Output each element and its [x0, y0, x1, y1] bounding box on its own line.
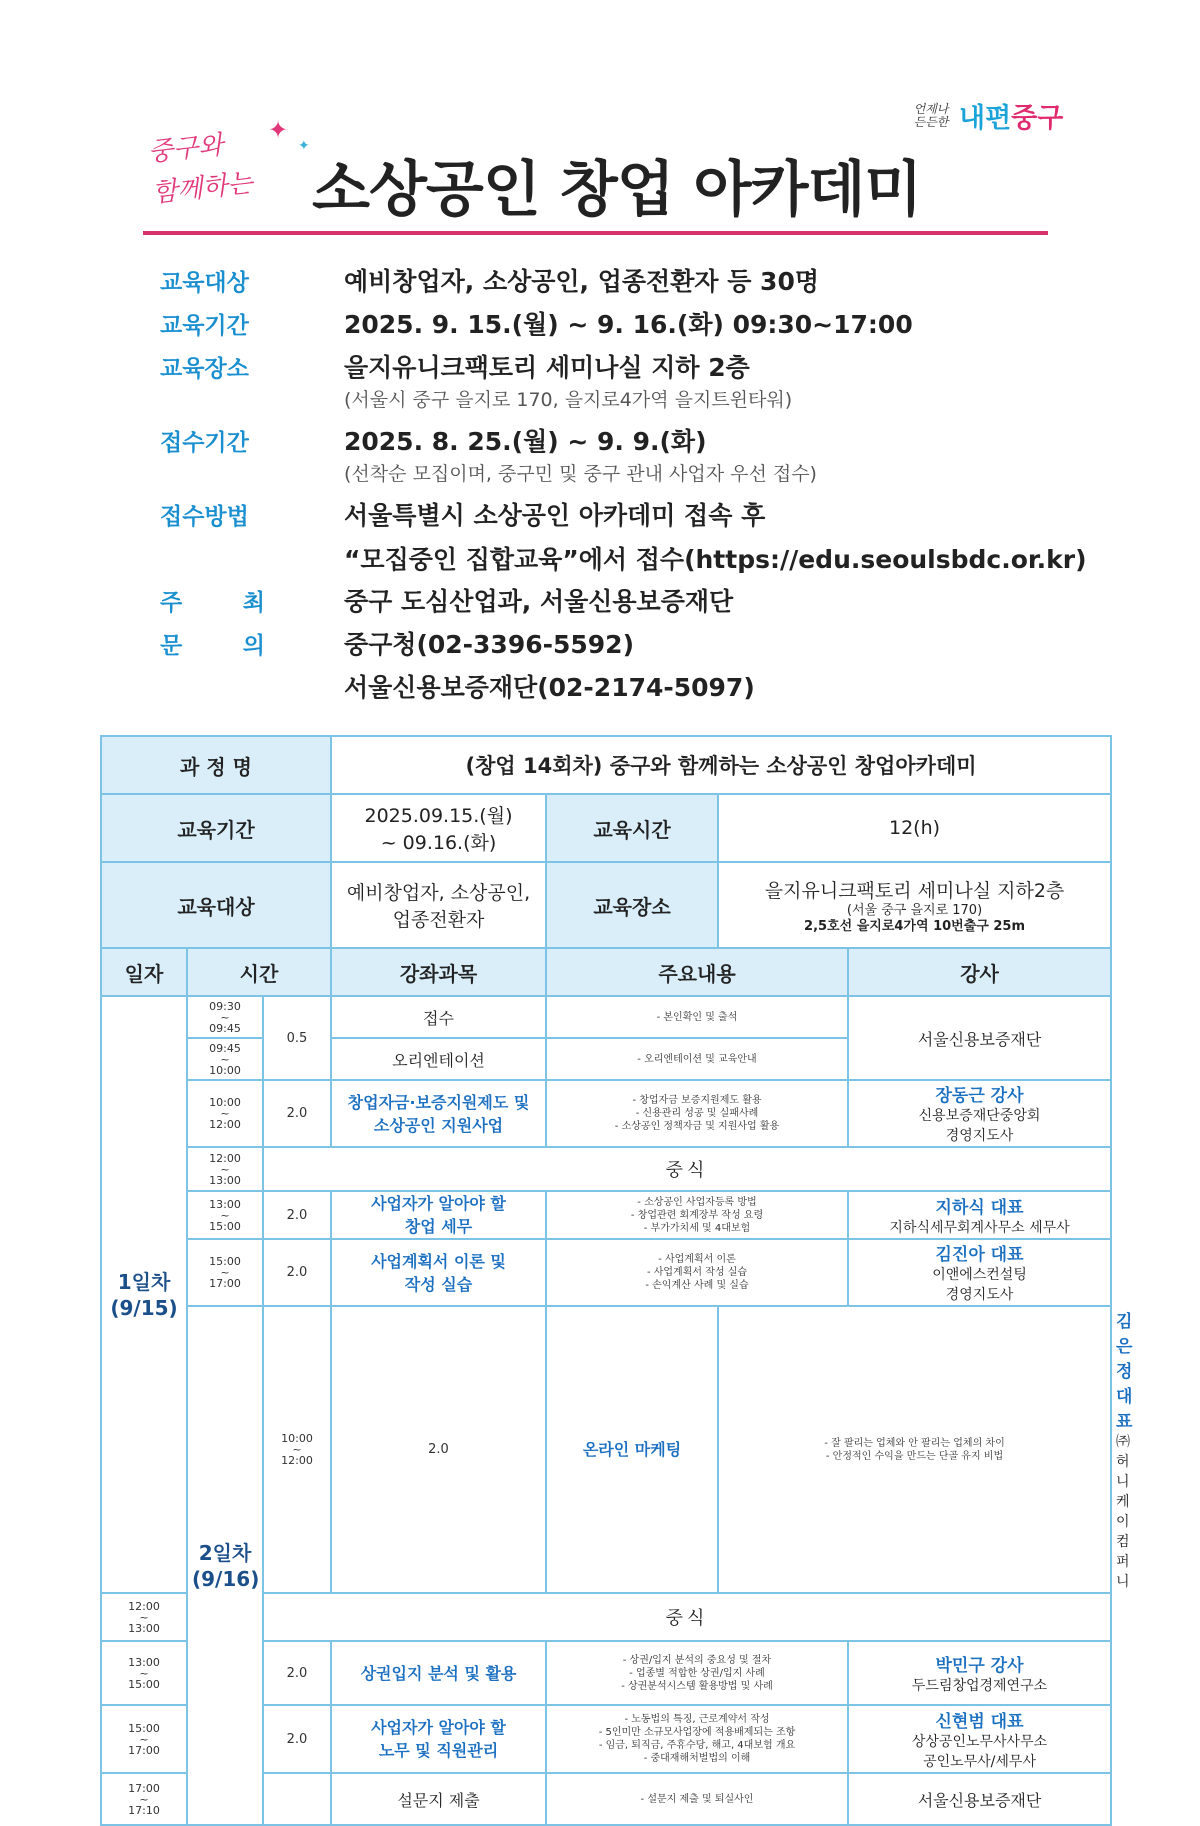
time-end: 13:00 [209, 1173, 241, 1187]
instructor-name: 김진아 대표 [935, 1245, 1024, 1265]
day1-label: 1일차 [117, 1269, 171, 1294]
period-value: 2025. 9. 15.(월) ~ 9. 16.(화) 09:30~17:00 [344, 310, 913, 339]
inquiry-label-b: 의 [242, 633, 265, 659]
apply-period-value: 2025. 8. 25.(월) ~ 9. 9.(화) [344, 427, 707, 456]
time-cell [187, 1191, 263, 1239]
content-cell [546, 1080, 848, 1147]
apply-period-note: (선착순 모집이며, 중구민 및 중구 관내 사업자 우선 접수) [344, 463, 817, 485]
time-tilde: ~ [220, 1010, 230, 1024]
content-line: - 노동법의 특징, 근로계약서 작성 [624, 1714, 770, 1725]
content-cell: - 설문지 제출 및 퇴실사인 [546, 1773, 848, 1825]
instructor-cell [848, 1080, 1111, 1147]
target-row [101, 862, 1111, 948]
lunch-cell: 중식 [263, 1147, 1111, 1191]
instructor-cell [848, 1191, 1111, 1239]
table-target-label: 교육대상 [101, 862, 331, 948]
time-start: 10:00 [281, 1432, 313, 1445]
course-row [101, 736, 1111, 794]
time-tilde: ~ [139, 1792, 149, 1806]
col-instructor: 강사 [848, 948, 1111, 996]
course-cell [331, 1080, 546, 1147]
day2-label: 2일차 [198, 1540, 252, 1565]
time-cell [187, 996, 263, 1038]
course-cell [331, 1191, 546, 1239]
hours-cell: 0.5 [263, 996, 331, 1080]
table-place-line2: (서울 중구 을지로 170) [846, 902, 983, 918]
time-start: 09:30 [209, 999, 241, 1013]
host-label [160, 584, 265, 617]
time-end: 10:00 [209, 1063, 241, 1077]
table-place-line1: 을지유니크팩토리 세미나실 지하2층 [764, 879, 1065, 902]
table-period-label: 교육기간 [101, 794, 331, 862]
col-day: 일자 [101, 948, 187, 996]
instructor-cell [848, 1705, 1111, 1773]
sparkle-small-icon: ✦ [298, 138, 310, 154]
course-line2: 노무 및 직원관리 [378, 1741, 499, 1760]
time-start: 15:00 [209, 1255, 241, 1268]
day2-date: (9/16) [192, 1566, 260, 1591]
content-line: - 소상공인 정책자금 및 지원사업 활용 [614, 1121, 780, 1132]
course-cell: 상권입지 분석 및 활용 [331, 1641, 546, 1705]
time-start: 09:45 [209, 1041, 241, 1055]
table-period-end: ~ 09.16.(화) [380, 832, 497, 854]
instructor-cell: 서울신용보증재단 [848, 1773, 1111, 1825]
period-row [101, 794, 1111, 862]
time-cell [187, 1080, 263, 1147]
host-label-a: 주 [160, 590, 183, 616]
header-row [101, 948, 1111, 996]
day1-cell [101, 996, 187, 1593]
inquiry-value-line1: 중구청(02-3396-5592) [344, 630, 635, 659]
hours-value: 12(h) [718, 794, 1111, 862]
course-value: (창업 14회차) 중구와 함께하는 소상공인 창업아카데미 [331, 736, 1111, 794]
content-cell: - 본인확인 및 출석 [546, 996, 848, 1038]
course-line1: 사업자가 알아야 할 [371, 1194, 506, 1213]
course-cell: 접수 [331, 996, 546, 1038]
time-end: 15:00 [209, 1219, 241, 1233]
content-line: - 상권/입지 분석의 중요성 및 절차 [622, 1654, 772, 1666]
content-line: - 창업관련 회계장부 작성 요령 [630, 1209, 764, 1221]
table-row [101, 1080, 1111, 1147]
time-end: 09:45 [209, 1021, 241, 1035]
sub-title-line1: 중구와 [146, 130, 225, 168]
content-line: - 임금, 퇴직금, 주휴수당, 해고, 4대보험 개요 [598, 1740, 796, 1751]
schedule-table [100, 735, 1133, 1826]
time-start: 13:00 [209, 1197, 241, 1211]
course-line1: 사업자가 알아야 할 [371, 1718, 506, 1737]
inquiry-value-line2: 서울신용보증재단(02-2174-5097) [344, 673, 755, 702]
place-note: (서울시 중구 을지로 170, 을지로4가역 을지트윈타워) [344, 389, 793, 411]
hours-cell: 2.0 [263, 1705, 331, 1773]
time-end: 12:00 [281, 1454, 313, 1467]
host-label-b: 최 [242, 590, 265, 616]
col-content: 주요내용 [546, 948, 848, 996]
content-line: - 사업계획서 이론 [658, 1254, 736, 1265]
course-line1: 사업계획서 이론 및 [371, 1251, 506, 1271]
content-cell [546, 1239, 848, 1306]
content-line: - 상권분석시스템 활용방법 및 사례 [621, 1680, 773, 1692]
hours-cell: 2.0 [263, 1641, 331, 1705]
table-row [101, 996, 1111, 1038]
hours-cell: 2.0 [331, 1306, 546, 1593]
time-end: 17:00 [128, 1743, 160, 1757]
hours-cell: 2.0 [263, 1080, 331, 1147]
content-cell: - 오리엔테이션 및 교육안내 [546, 1038, 848, 1080]
content-cell [546, 1705, 848, 1773]
content-line: - 잘 팔리는 업체와 안 팔리는 업체의 차이 [824, 1437, 1005, 1449]
content-cell [718, 1306, 1111, 1593]
content-cell [546, 1641, 848, 1705]
table-place-label: 교육장소 [546, 862, 718, 948]
instructor-cell [848, 1239, 1111, 1306]
page-title: 소상공인 창업 아카데미 [312, 155, 922, 225]
time-start: 13:00 [128, 1655, 160, 1669]
day2-cell [187, 1306, 263, 1825]
course-line2: 작성 실습 [404, 1274, 473, 1294]
table-row [101, 1191, 1111, 1239]
instructor-cell [848, 1641, 1111, 1705]
content-line: - 소상공인 사업자등록 방법 [637, 1196, 757, 1208]
apply-period-label: 접수기간 [160, 430, 249, 456]
time-end: 17:10 [128, 1803, 160, 1817]
time-tilde: ~ [220, 1266, 230, 1279]
lunch-row [101, 1147, 1111, 1191]
time-end: 17:00 [209, 1277, 241, 1290]
hours-cell: 2.0 [263, 1191, 331, 1239]
time-cell [101, 1705, 187, 1773]
instructor-name: 지하식 대표 [935, 1197, 1024, 1218]
time-end: 13:00 [128, 1621, 160, 1635]
time-cell [187, 1239, 263, 1306]
time-tilde: ~ [220, 1052, 230, 1066]
logo-junggu: 중구 [1011, 103, 1064, 134]
time-start: 12:00 [209, 1151, 241, 1165]
hours-cell: 2.0 [263, 1239, 331, 1306]
time-cell [263, 1306, 331, 1593]
logo-slogan [905, 103, 957, 129]
instructor-name: 장동근 강사 [935, 1086, 1024, 1106]
table-place-line3: 2,5호선 을지로4가역 10번출구 25m [804, 918, 1025, 934]
table-target-line1: 예비창업자, 소상공인, [346, 882, 531, 904]
table-period-value [331, 794, 546, 862]
time-tilde: ~ [139, 1610, 149, 1624]
time-tilde: ~ [139, 1666, 149, 1680]
lunch-cell: 중식 [263, 1593, 1111, 1641]
time-cell [101, 1593, 187, 1641]
time-end: 12:00 [209, 1118, 241, 1131]
course-line2: 소상공인 지원사업 [373, 1115, 504, 1135]
course-cell: 설문지 제출 [331, 1773, 546, 1825]
instructor-org: 상상공인노무사사무소 [911, 1733, 1048, 1750]
junggu-logo [905, 96, 1063, 135]
time-cell [187, 1038, 263, 1080]
course-line1: 창업자금·보증지원제도 및 [347, 1092, 530, 1112]
instructor-org: 신용보증재단중앙회 [918, 1108, 1041, 1124]
time-start: 15:00 [128, 1721, 160, 1735]
course-line2: 창업 세무 [404, 1217, 473, 1236]
day1-date: (9/15) [110, 1295, 178, 1320]
course-cell: 온라인 마케팅 [546, 1306, 718, 1593]
course-label: 과 정 명 [101, 736, 331, 794]
content-line: - 5인미만 소규모사업장에 적용배제되는 조항 [598, 1727, 796, 1738]
time-cell [101, 1773, 187, 1825]
instructor-title: 경영지도사 [945, 1287, 1014, 1303]
inquiry-label [160, 627, 265, 660]
content-cell [546, 1191, 848, 1239]
target-value: 예비창업자, 소상공인, 업종전환자 등 30명 [344, 267, 819, 296]
place-value: 을지유니크팩토리 세미나실 지하 2층 [344, 353, 750, 382]
time-tilde: ~ [139, 1732, 149, 1746]
content-line: - 안정적인 수익을 만드는 단골 유지 비법 [825, 1450, 1004, 1462]
sub-title-line2: 함께하는 [150, 168, 254, 209]
method-value-line2: “모집중인 집합교육”에서 접수(https://edu.seoulsbdc.or.kr) [344, 545, 1087, 574]
hours-label: 교육시간 [546, 794, 718, 862]
table-target-line2: 업종전환자 [392, 909, 485, 931]
content-line: - 신용관리 성공 및 실패사례 [635, 1108, 759, 1119]
time-tilde: ~ [220, 1208, 230, 1222]
course-cell [331, 1705, 546, 1773]
instructor-org: 이앤에스컨설팅 [932, 1267, 1027, 1283]
method-value-line1: 서울특별시 소상공인 아카데미 접속 후 [344, 501, 766, 530]
table-period-start: 2025.09.15.(월) [364, 805, 513, 827]
content-line: - 창업자금 보증지원제도 활용 [632, 1095, 762, 1106]
content-line: - 업종별 적합한 상권/입지 사례 [629, 1667, 765, 1679]
time-tilde: ~ [292, 1443, 302, 1456]
content-line: - 부가가치세 및 4대보험 [643, 1222, 751, 1234]
sparkle-icon: ✦ [268, 116, 289, 144]
period-label: 교육기간 [160, 313, 249, 339]
course-cell: 오리엔테이션 [331, 1038, 546, 1080]
title-divider [143, 231, 1048, 235]
time-tilde: ~ [220, 1162, 230, 1176]
table-row [101, 1239, 1111, 1306]
instructor-cell: 서울신용보증재단 [848, 996, 1111, 1080]
place-label: 교육장소 [160, 356, 249, 382]
instructor-title: 경영지도사 [945, 1128, 1014, 1144]
time-cell [101, 1641, 187, 1705]
col-time: 시간 [187, 948, 331, 996]
content-line: - 사업계획서 작성 실습 [646, 1267, 748, 1278]
course-cell [331, 1239, 546, 1306]
time-start: 17:00 [128, 1781, 160, 1795]
instructor-name: 박민구 강사 [935, 1655, 1024, 1676]
hours-cell [263, 1773, 331, 1825]
content-line: - 손익계산 사례 및 실습 [645, 1280, 749, 1291]
logo-naepyeon: 내편 [959, 103, 1012, 134]
time-cell [187, 1147, 263, 1191]
time-start: 12:00 [128, 1599, 160, 1613]
host-value: 중구 도심산업과, 서울신용보증재단 [344, 587, 734, 616]
col-course: 강좌과목 [331, 948, 546, 996]
table-target-value [331, 862, 546, 948]
target-label: 교육대상 [160, 270, 249, 296]
instructor-title: 공인노무사/세무사 [923, 1753, 1036, 1770]
logo-slogan-line1: 언제나 [913, 101, 949, 116]
time-tilde: ~ [220, 1107, 230, 1120]
content-line: - 중대재해처벌법의 이해 [643, 1753, 751, 1764]
instructor-name: 신현범 대표 [935, 1711, 1024, 1732]
instructor-org: 지하식세무회계사무소 세무사 [889, 1219, 1070, 1236]
instructor-org: 두드림창업경제연구소 [911, 1677, 1048, 1694]
time-start: 10:00 [209, 1096, 241, 1109]
table-row: 2일차 (9/16) 10:00 ~ 12:00 2.0 온라인 마케팅 - 잘 팔리는 업체와 안 팔리는 업체의 차이 - 안정적인 수익을 만드는 단골 유지 비법 김은정 대표 ㈜허니케이컴퍼니 [101, 1306, 1111, 1593]
method-label: 접수방법 [160, 504, 249, 530]
logo-slogan-line2: 든든한 [913, 114, 949, 129]
table-place-value [718, 862, 1111, 948]
time-end: 15:00 [128, 1677, 160, 1691]
inquiry-label-a: 문 [160, 633, 183, 659]
